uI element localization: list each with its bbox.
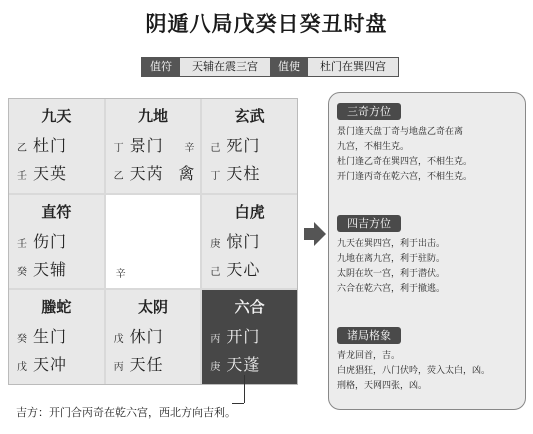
stem: 乙: [113, 171, 124, 182]
stem: 癸: [17, 334, 27, 346]
star: 天英: [33, 164, 68, 183]
star-row: [17, 352, 98, 375]
palace-cell-4: [9, 195, 104, 289]
god-name: 九天: [41, 107, 72, 125]
star: 天蓬: [226, 355, 261, 375]
stem: 庚: [210, 362, 221, 374]
text-line: 开门逢丙奇在乾六宫，不相生克。: [337, 172, 473, 182]
god-name: 直符: [41, 202, 72, 221]
palace-cell-2: [106, 99, 201, 193]
stem-extra: 辛: [184, 143, 195, 154]
door: 生门: [33, 327, 68, 347]
section-title-sanqi: 三奇方位: [337, 103, 401, 120]
zhishi-value: 杜门在巽四宫: [308, 58, 398, 76]
stem: 壬: [17, 171, 27, 182]
stem: 丙: [113, 362, 124, 374]
section-text-sanqi: [337, 125, 521, 185]
palace-cell-6: [202, 195, 297, 289]
door: 伤门: [33, 231, 68, 251]
stem: 戊: [17, 362, 27, 374]
door-row: [17, 324, 98, 347]
god-name: 螣蛇: [41, 298, 72, 317]
door: 惊门: [226, 231, 261, 251]
star-row: [17, 161, 98, 184]
palace-cell-8: [106, 290, 201, 384]
text-line: 九地在离九宫，利于驻防。: [337, 254, 446, 264]
door: 开门: [226, 327, 261, 347]
stem: 丙: [210, 334, 221, 346]
footer-note: 吉方：开门合丙奇在乾六宫，西北方向吉利。: [16, 406, 236, 419]
palace-cell-center: [106, 195, 201, 289]
text-line: 九天在巽四宫，利于出击。: [337, 239, 446, 249]
palace-cell-7: [9, 290, 104, 384]
text-line: 景门逢天盘丁奇与地盘乙奇在离: [337, 127, 464, 137]
star-row: [17, 257, 98, 280]
star-row: [210, 161, 291, 184]
star-row: [210, 352, 291, 375]
door-row: [210, 229, 291, 252]
star: 天柱: [226, 164, 261, 183]
page-title: 阴遁八局戊癸日癸丑时盘: [145, 12, 388, 36]
star: 天冲: [33, 355, 68, 375]
zhifu-label: 值符: [142, 58, 180, 76]
stem: 乙: [17, 143, 27, 154]
door: 休门: [129, 327, 164, 347]
stem: 戊: [113, 334, 124, 346]
section-title-siji: 四吉方位: [337, 215, 401, 232]
text-line: 青龙回首，吉。: [337, 351, 401, 361]
star: 天任: [129, 355, 164, 375]
god-name: 玄武: [234, 107, 265, 125]
analysis-panel: [328, 92, 526, 410]
palace-cell-3: [202, 99, 297, 193]
door-row: [210, 133, 291, 156]
leader-line: [244, 375, 245, 403]
stem: 壬: [17, 238, 27, 250]
door: 死门: [226, 136, 261, 155]
text-line: 九宫，不相生克。: [337, 142, 410, 152]
door: 杜门: [33, 136, 68, 155]
star: 天辅: [33, 259, 68, 279]
text-line: 杜门逢乙奇在巽四宫，不相生克。: [337, 157, 473, 167]
stem: 丁: [210, 171, 221, 182]
palace-grid: [8, 98, 298, 385]
center-stem: 辛: [115, 269, 126, 281]
star-row: [114, 352, 195, 375]
text-line: 刑格，天网四张，凶。: [337, 381, 428, 391]
door-row: [17, 133, 98, 156]
stem: 己: [210, 266, 221, 278]
god-name: 九地: [137, 107, 168, 125]
god-name: 六合: [234, 298, 265, 317]
palace-cell-1: [9, 99, 104, 193]
section-title-geju: 诸局格象: [337, 327, 401, 344]
section-text-geju: [337, 349, 521, 394]
door-row: [210, 324, 291, 347]
stem: 己: [210, 143, 221, 154]
god-name: 白虎: [234, 202, 265, 221]
god-name: 太阴: [137, 298, 168, 317]
zhishi-label: 值使: [270, 58, 308, 76]
door-row: [17, 229, 98, 252]
star: 天心: [226, 259, 261, 279]
text-line: 六合在乾六宫，利于撤逃。: [337, 284, 446, 294]
door: 景门: [129, 136, 164, 155]
door-row: [114, 324, 195, 347]
text-line: 太阴在坎一宫，利于潜伏。: [337, 269, 446, 279]
star: 天芮: [129, 164, 164, 183]
stem: 丁: [113, 143, 124, 154]
stem: 癸: [17, 266, 27, 278]
star-row: [114, 161, 195, 184]
zhifu-value: 天辅在震三宫: [180, 58, 270, 76]
text-line: 白虎猖狂，八门伏吟，荧入太白，凶。: [337, 366, 491, 376]
stem: 庚: [210, 238, 221, 250]
section-text-siji: [337, 237, 521, 297]
star-extra: 禽: [178, 164, 195, 183]
zhifu-bar: [141, 57, 399, 77]
door-row: [114, 133, 195, 156]
palace-cell-9-highlight: [202, 290, 297, 384]
star-row: [210, 257, 291, 280]
